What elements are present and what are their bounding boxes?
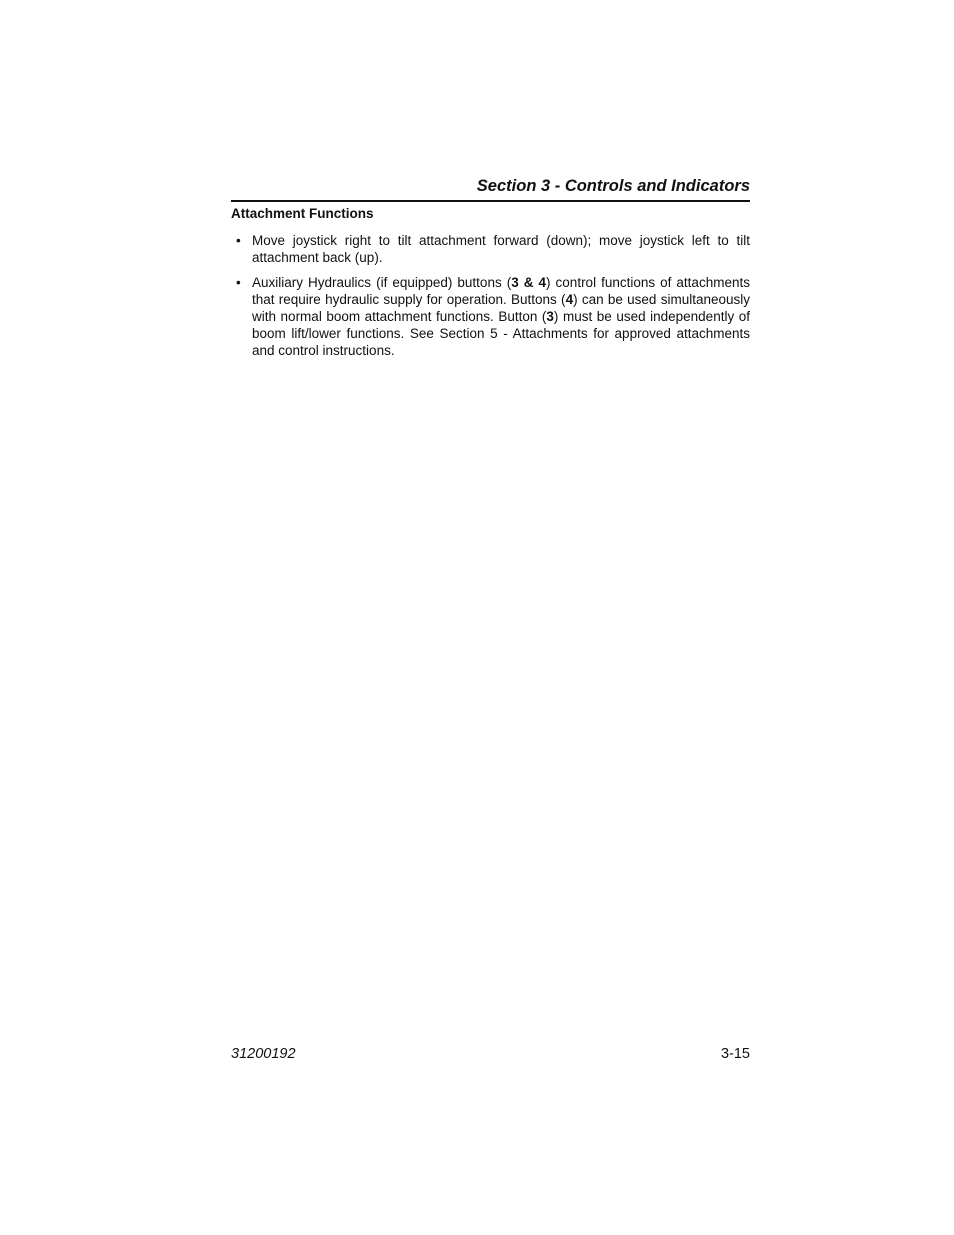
document-number: 31200192 (231, 1046, 296, 1062)
page-number: 3-15 (720, 1046, 750, 1062)
list-item (231, 232, 750, 266)
bullet-text-segment: ) must be used independently of boom lift/lower functions. See Section 5 - Attachments for approved attachments and control instructions. (252, 309, 751, 358)
bullet-text-segment: Auxiliary Hydraulics (if equipped) buttons ( (252, 275, 512, 290)
main-content (231, 205, 750, 367)
bullet-text: Move joystick right to tilt attachment forward (down); move joystick left to tilt attachment back (up). (252, 233, 750, 265)
subheading: Attachment Functions (231, 206, 374, 221)
bullet-text-segment: ) can be used simultaneously with normal boom attachment functions. Button ( (252, 292, 750, 324)
bullet-icon: • (236, 233, 241, 248)
button-reference: 3 & 4 (511, 275, 547, 290)
bullet-list (231, 232, 750, 359)
bullet-icon: • (236, 275, 241, 290)
list-item (231, 274, 750, 359)
button-reference: 3 (546, 309, 554, 324)
bullet-text-segment: ) control functions of attachments that require hydraulic supply for operation. Buttons ( (252, 275, 750, 307)
page-header (231, 176, 750, 202)
button-reference: 4 (565, 292, 574, 307)
section-title: Section 3 - Controls and Indicators (476, 177, 750, 195)
